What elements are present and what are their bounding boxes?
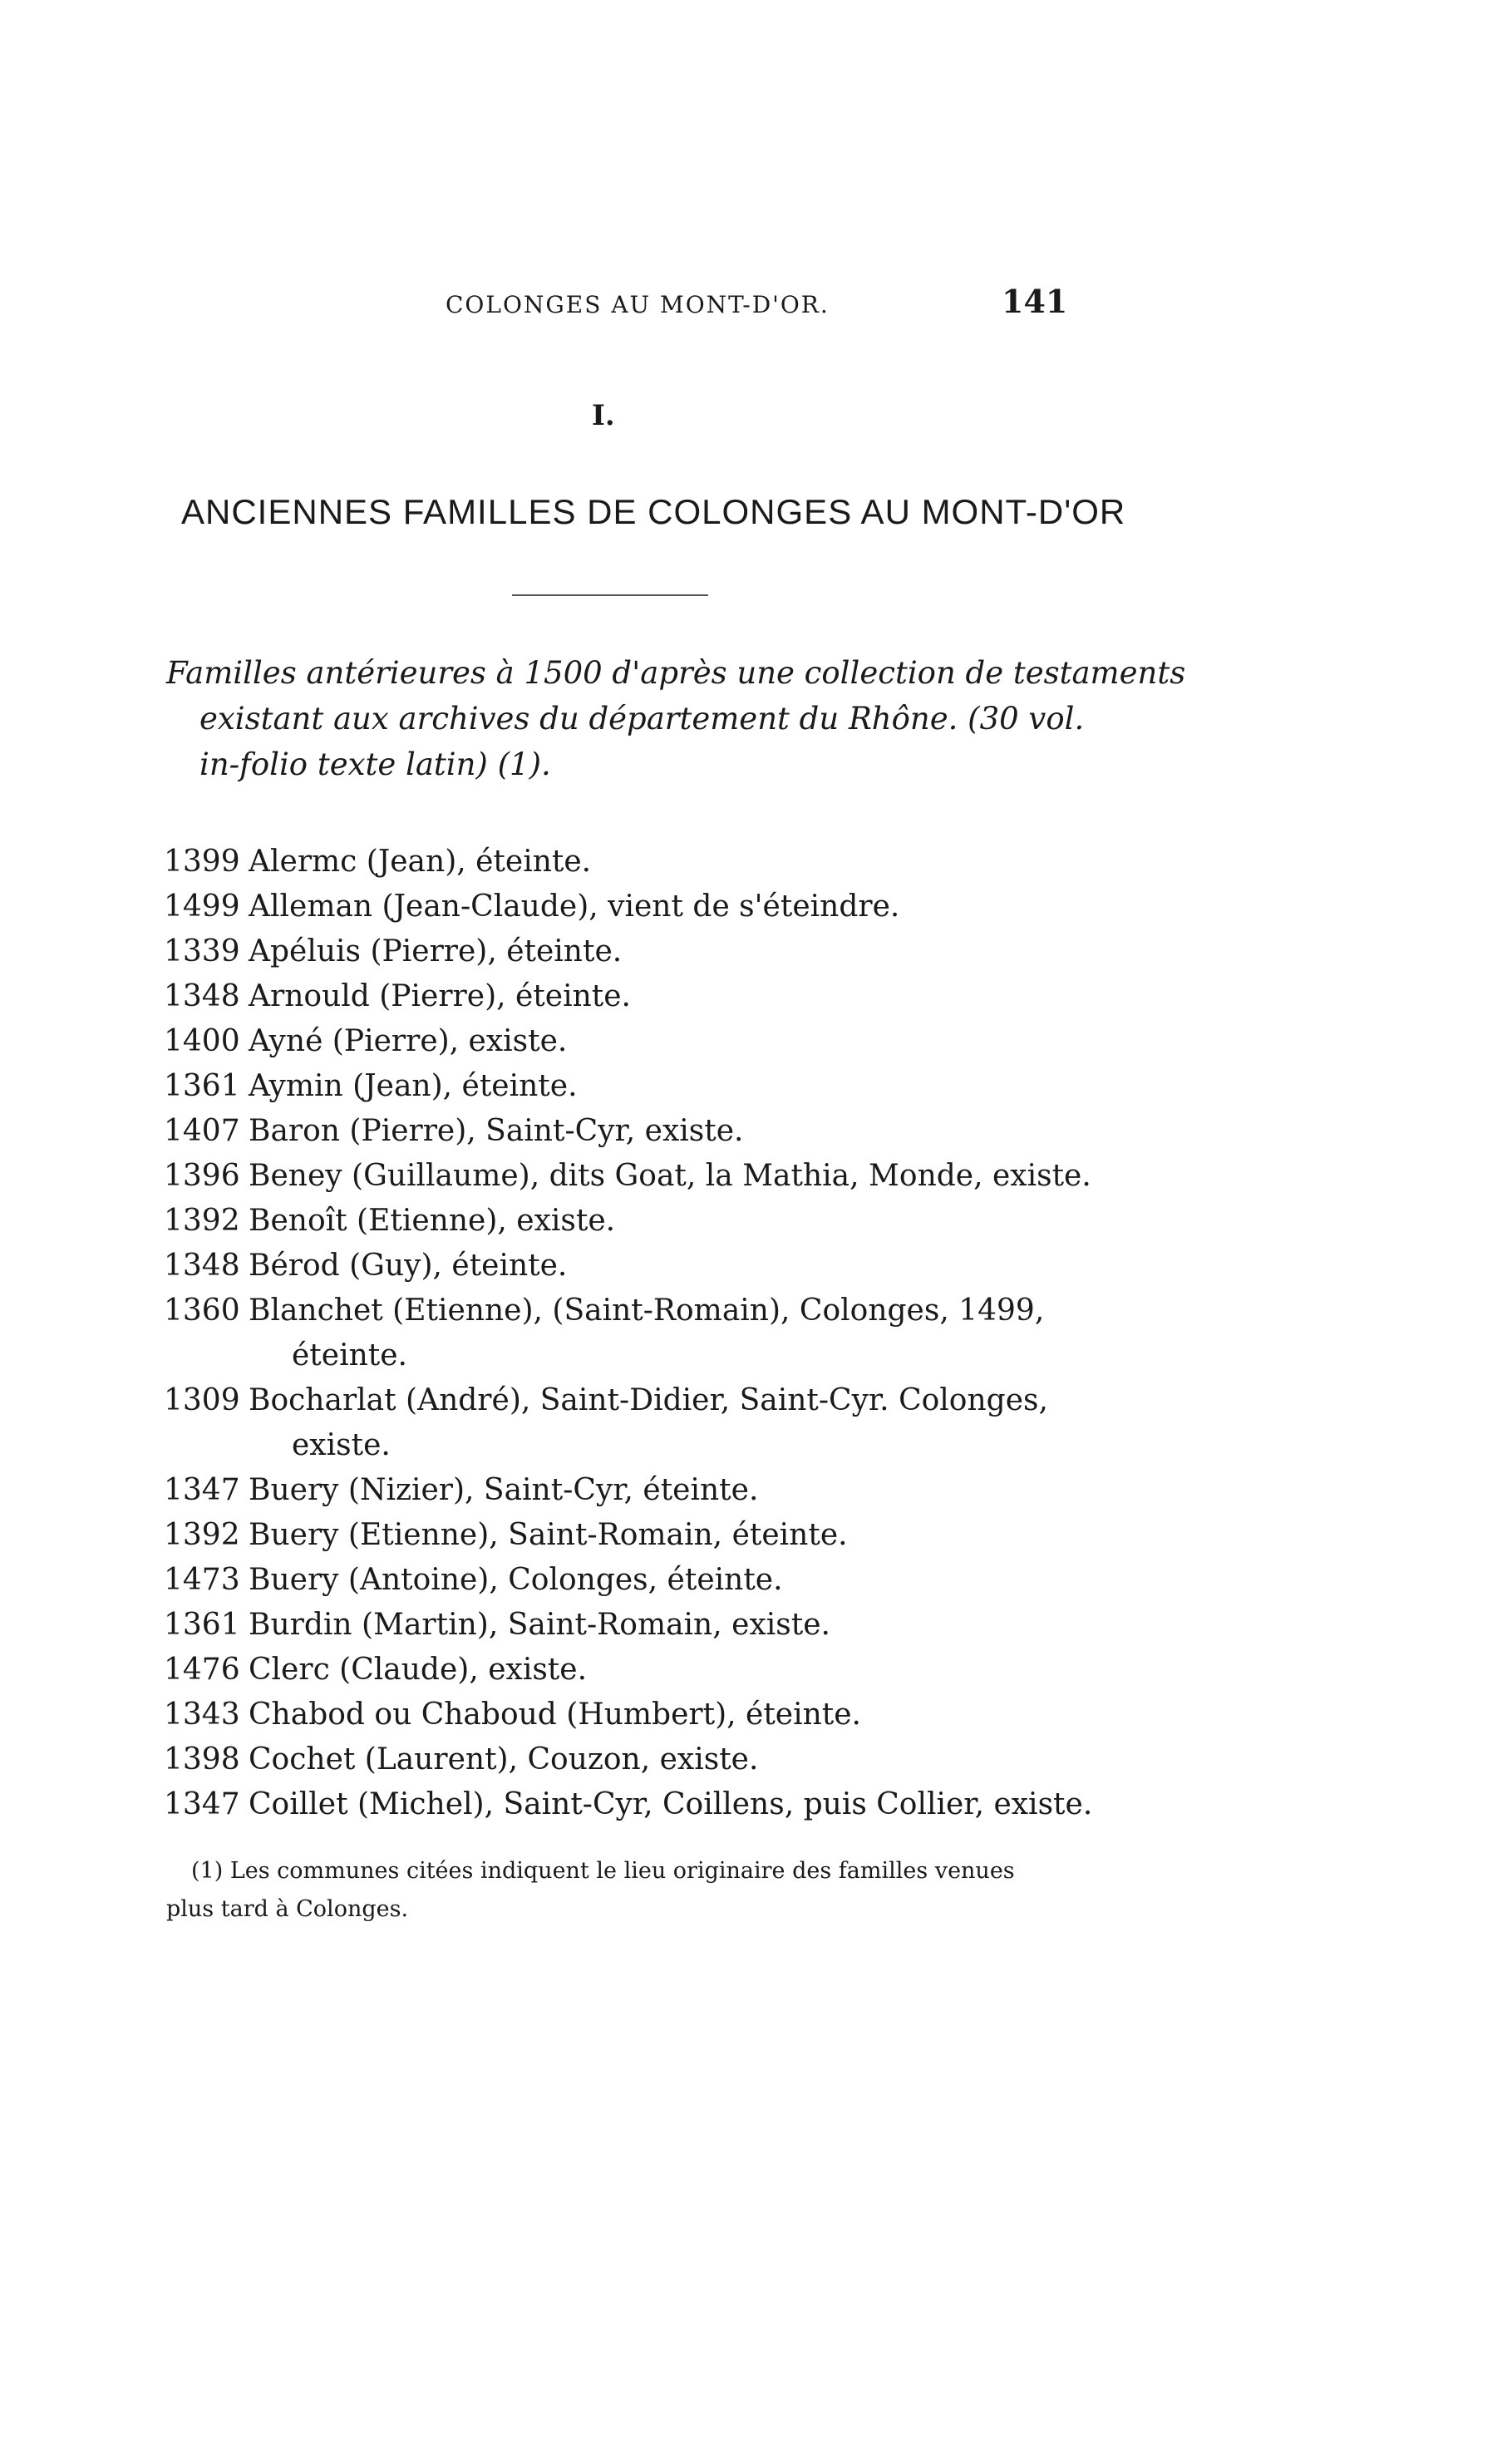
family-entry — [164, 1154, 1091, 1199]
intro-line: existant aux archives du département du Rhône. (30 vol. — [199, 701, 1085, 737]
page-number: 141 — [1002, 283, 1068, 320]
family-entry — [164, 1558, 1078, 1603]
family-entry — [164, 840, 1078, 885]
entry-year: 1348 — [164, 1249, 240, 1283]
entry-year: 1473 — [164, 1563, 240, 1597]
family-entry — [164, 1693, 1078, 1737]
entry-year: 1347 — [164, 1787, 240, 1821]
family-entry — [164, 1064, 1078, 1109]
family-entry — [164, 974, 1078, 1019]
footnote — [166, 1852, 1064, 1929]
entry-text: Benoît (Etienne), existe. — [249, 1204, 616, 1238]
entry-text: Alleman (Jean-Claude), vient de s'éteindre. — [249, 890, 900, 924]
entry-year: 1343 — [164, 1698, 240, 1732]
entry-text: Bocharlat (André), Saint-Didier, Saint-Cyr. Colonges, — [249, 1383, 1048, 1417]
entry-year: 1361 — [164, 1069, 240, 1103]
footnote-line: (1) Les communes citées indiquent le lieu originaire des familles venues — [191, 1858, 1015, 1884]
entry-text: Apéluis (Pierre), éteinte. — [249, 934, 623, 968]
entry-year: 1392 — [164, 1204, 240, 1238]
section-number: I. — [592, 399, 615, 432]
entry-text: Burdin (Martin), Saint-Romain, existe. — [249, 1608, 830, 1642]
entry-year: 1347 — [164, 1473, 240, 1507]
entry-year: 1361 — [164, 1608, 240, 1642]
entry-text: Buery (Etienne), Saint-Romain, éteinte. — [249, 1518, 848, 1552]
footnote-line: plus tard à Colonges. — [166, 1896, 409, 1922]
entry-text: Ayné (Pierre), existe. — [249, 1024, 568, 1058]
title-divider — [512, 594, 708, 596]
entry-text: Cochet (Laurent), Couzon, existe. — [249, 1742, 759, 1777]
entry-continuation: existe. — [292, 1428, 391, 1462]
entry-year: 1476 — [164, 1653, 240, 1687]
intro-line: in-folio texte latin) (1). — [199, 747, 551, 782]
family-entry — [164, 1019, 1078, 1064]
running-head: COLONGES AU MONT-D'OR. — [446, 291, 830, 318]
entry-text: Coillet (Michel), Saint-Cyr, Coillens, puis Collier, existe. — [249, 1787, 1093, 1821]
section-title: ANCIENNES FAMILLES DE COLONGES AU MONT-D'OR — [181, 492, 1126, 531]
entry-year: 1360 — [164, 1294, 240, 1328]
entry-year: 1396 — [164, 1159, 240, 1193]
family-entry — [164, 1782, 1093, 1827]
entry-text: Bérod (Guy), éteinte. — [249, 1249, 568, 1283]
entry-year: 1339 — [164, 934, 240, 968]
entry-text: Beney (Guillaume), dits Goat, la Mathia, Monde, existe. — [249, 1159, 1091, 1193]
family-entry — [164, 885, 1078, 929]
family-entry — [164, 1513, 1078, 1558]
entry-year: 1499 — [164, 890, 240, 924]
entry-year: 1392 — [164, 1518, 240, 1552]
intro-line: Familles antérieures à 1500 d'après une collection de testaments — [166, 655, 1186, 691]
entry-year: 1309 — [164, 1383, 240, 1417]
entry-text: Clerc (Claude), existe. — [249, 1653, 588, 1687]
family-list — [164, 840, 1093, 1827]
entry-text: Buery (Antoine), Colonges, éteinte. — [249, 1563, 783, 1597]
entry-year: 1398 — [164, 1742, 240, 1777]
entry-text: Buery (Nizier), Saint-Cyr, éteinte. — [249, 1473, 759, 1507]
entry-text: Arnould (Pierre), éteinte. — [249, 979, 631, 1013]
entry-year: 1348 — [164, 979, 240, 1013]
family-entry — [164, 1603, 1078, 1648]
entry-text: Baron (Pierre), Saint-Cyr, existe. — [249, 1114, 744, 1148]
entry-text: Alermc (Jean), éteinte. — [249, 845, 592, 879]
entry-continuation: éteinte. — [292, 1338, 407, 1372]
entry-text: Chabod ou Chaboud (Humbert), éteinte. — [249, 1698, 861, 1732]
entry-text: Aymin (Jean), éteinte. — [249, 1069, 578, 1103]
intro-paragraph — [166, 650, 1186, 787]
family-entry — [164, 1378, 1078, 1468]
entry-text: Blanchet (Etienne), (Saint-Romain), Colonges, 1499, — [249, 1294, 1045, 1328]
family-entry — [164, 1244, 1078, 1289]
entry-year: 1407 — [164, 1114, 240, 1148]
family-entry — [164, 1289, 1078, 1378]
family-entry — [164, 929, 1078, 974]
family-entry — [164, 1737, 1078, 1782]
family-entry — [164, 1648, 1078, 1693]
family-entry — [164, 1109, 1078, 1154]
entry-year: 1399 — [164, 845, 240, 879]
family-entry — [164, 1199, 1078, 1244]
entry-year: 1400 — [164, 1024, 240, 1058]
family-entry — [164, 1468, 1078, 1513]
